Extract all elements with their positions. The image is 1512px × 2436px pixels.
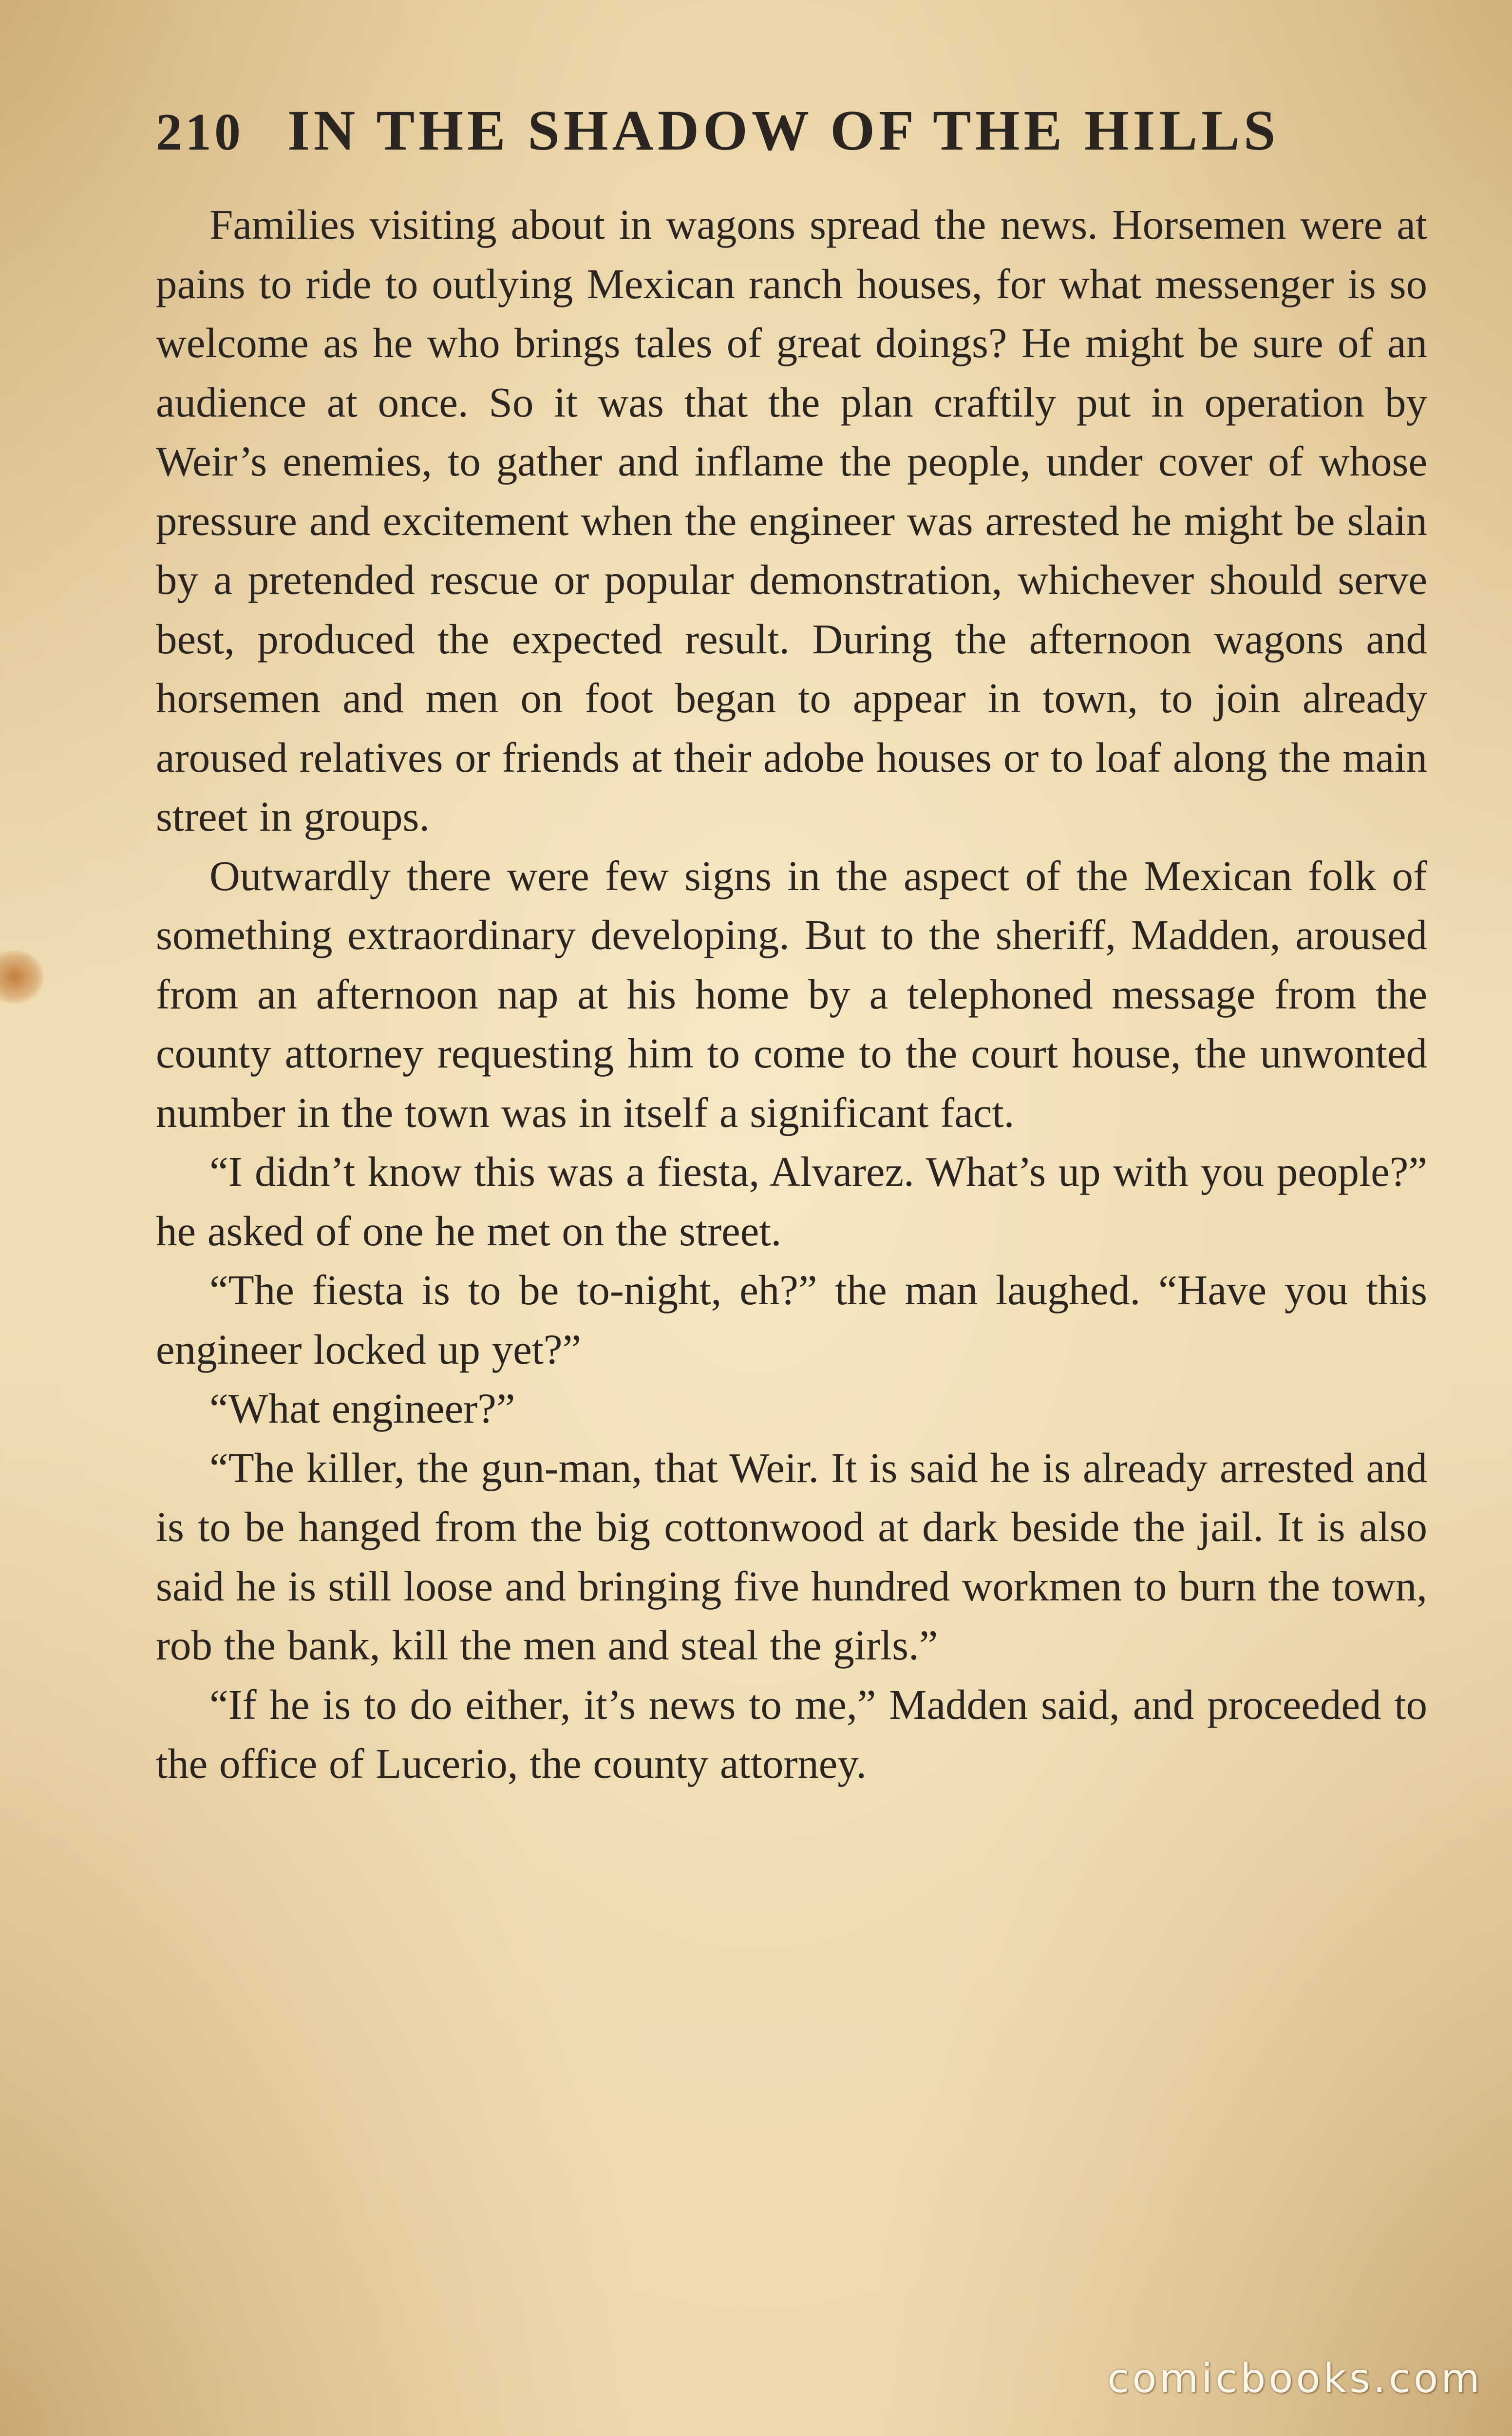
body-text	[156, 195, 1427, 1793]
page-number: 210	[156, 103, 244, 161]
paragraph: “The fiesta is to be to-night, eh?” the man laughed. “Have you this engineer locked up yet?”	[156, 1266, 1427, 1373]
watermark: comicbooks.com	[1107, 2356, 1483, 2402]
paragraph: “The killer, the gun-man, that Weir. It is said he is already arrested and is to be hanged from the big cottonwood at dark beside the jail. It is also said he is still loose and bringing five hundred workmen to burn the town, rob the bank, kill the men and steal the girls.”	[156, 1444, 1427, 1669]
paragraph: “If he is to do either, it’s news to me,” Madden said, and proceeded to the office of Lucerio, the county attorney.	[156, 1680, 1427, 1787]
paragraph: “What engineer?”	[209, 1385, 515, 1432]
book-page	[156, 97, 1427, 1793]
paragraph: Outwardly there were few signs in the aspect of the Mexican folk of something extraordinary developing. But to the sheriff, Madden, aroused from an afternoon nap at his home by a telephoned message from the county attorney requesting him to come to the court house, the unwonted number in the town was in itself a significant fact.	[156, 852, 1427, 1136]
paragraph: Families visiting about in wagons spread the news. Horsemen were at pains to ride to outlying Mexican ranch houses, for what messenger is so welcome as he who brings tales of great doings? He might be sure of an audience at once. So it was that the plan craftily put in operation by Weir’s enemies, to gather and inflame the people, under cover of whose pressure and excitement when the engineer was arrested he might be slain by a pretended rescue or popular demonstration, whichever should serve best, produced the expected result. During the afternoon wagons and horsemen and men on foot began to appear in town, to join already aroused relatives or friends at their adobe houses or to loaf along the main street in groups.	[156, 201, 1427, 840]
page-header	[156, 97, 1427, 195]
paragraph: “I didn’t know this was a fiesta, Alvarez. What’s up with you people?” he asked of one he met on the street.	[156, 1148, 1427, 1255]
running-head: IN THE SHADOW OF THE HILLS	[287, 98, 1280, 162]
paper-stain	[0, 950, 44, 1004]
